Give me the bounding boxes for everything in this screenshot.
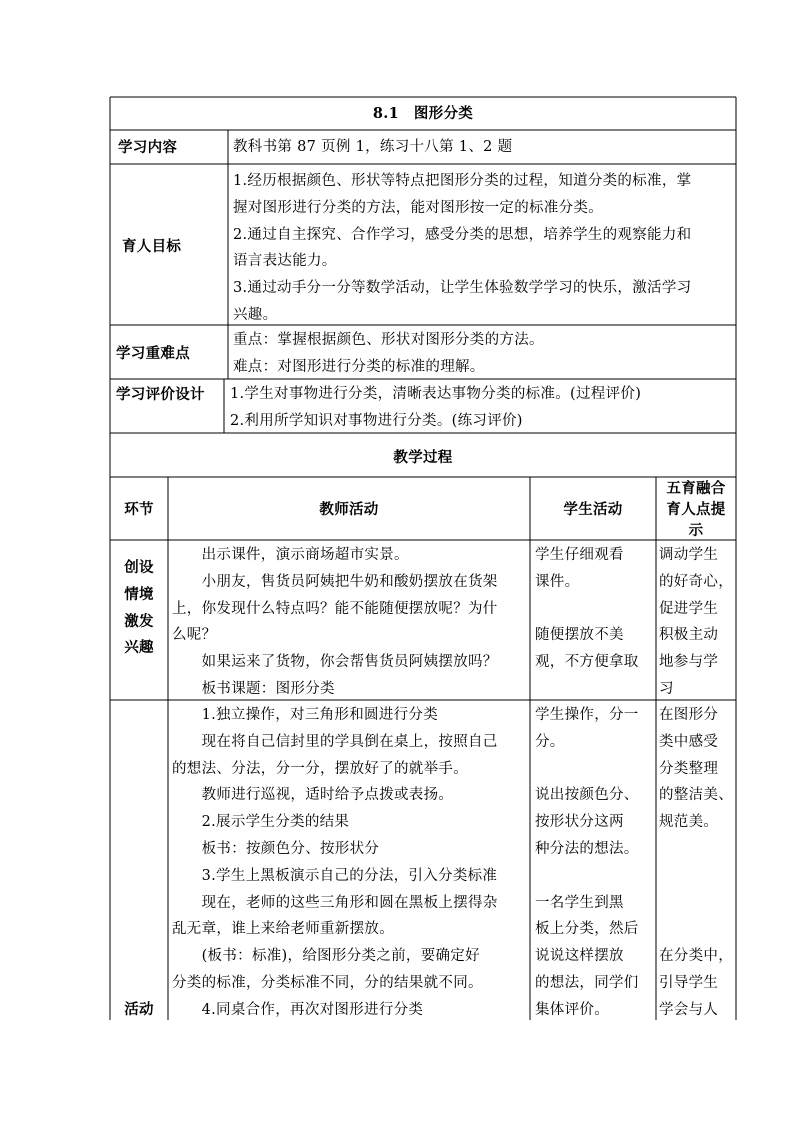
section1-five-line: 的好奇心， bbox=[659, 573, 733, 590]
key-points-line: 重点：掌握根据颜色、形状对图形分类的方法。 bbox=[233, 332, 544, 348]
section2-student-line: 一名学生到黑 bbox=[535, 894, 624, 911]
section2-student-line: 学生操作，分一 bbox=[535, 707, 639, 723]
evaluation-text bbox=[230, 381, 735, 435]
section2-teacher-line: 2.展示学生分类的结果 bbox=[172, 814, 350, 831]
section1-five-line: 调动学生 bbox=[659, 547, 719, 563]
section2-student-line: 说说这样摆放 bbox=[535, 948, 624, 965]
section2-five-line: 在图形分 bbox=[659, 707, 719, 723]
section1-student-line bbox=[535, 596, 655, 623]
content-label: 学习内容 bbox=[118, 139, 178, 156]
section1-teacher-line: 上，你发现什么特点吗？能不能随便摆放呢？为什 bbox=[172, 600, 498, 617]
section1-teacher-line: 板书课题：图形分类 bbox=[172, 680, 335, 697]
section2-five-line: 在分类中， bbox=[659, 948, 733, 965]
section2-teacher bbox=[172, 702, 528, 1024]
section2-five-line bbox=[659, 836, 735, 863]
section2-student bbox=[535, 702, 655, 1024]
section2-student-line: 种分法的想法。 bbox=[535, 840, 639, 857]
goals-line: 语言表达能力。 bbox=[233, 253, 337, 270]
lesson-title: 8.1 图形分类 bbox=[372, 105, 474, 122]
section2-student-line bbox=[535, 756, 655, 783]
section1-teacher-line: 出示课件，演示商场超市实景。 bbox=[172, 547, 409, 563]
section1-stage-line: 创设 bbox=[124, 559, 154, 576]
section1-teacher bbox=[172, 542, 528, 703]
header-five-line: 育人点提 bbox=[666, 501, 726, 518]
section1-teacher-line: 如果运来了货物，你会帮售货员阿姨摆放吗？ bbox=[172, 654, 498, 671]
header-five-education bbox=[656, 478, 736, 541]
header-stage: 环节 bbox=[124, 501, 154, 518]
section2-student-line: 板上分类，然后 bbox=[535, 921, 639, 938]
section1-teacher-line: 么呢？ bbox=[172, 627, 217, 644]
header-student: 学生活动 bbox=[563, 501, 623, 518]
section2-teacher-line: (板书：标准)，给图形分类之前，要确定好 bbox=[172, 948, 480, 965]
key-points-line: 难点：对图形进行分类的标准的理解。 bbox=[233, 358, 485, 375]
section2-five-line: 学会与人 bbox=[659, 1001, 719, 1018]
section1-teacher-line: 小朋友，售货员阿姨把牛奶和酸奶摆放在货架 bbox=[172, 573, 498, 590]
section2-student-line: 说出按颜色分、 bbox=[535, 787, 639, 804]
section2-teacher-line: 的想法、分法，分一分，摆放好了的就举手。 bbox=[172, 760, 468, 777]
section2-student-line: 集体评价。 bbox=[535, 1001, 609, 1018]
header-five-line: 示 bbox=[688, 522, 704, 539]
section1-five bbox=[659, 542, 735, 703]
goals-line: 兴趣。 bbox=[233, 306, 278, 323]
section2-teacher-line: 现在将自己信封里的学具倒在桌上，按照自己 bbox=[172, 733, 498, 750]
goals-text bbox=[233, 168, 733, 329]
section1-stage-line: 激发 bbox=[124, 612, 154, 630]
section1-student-line: 学生仔细观看 bbox=[535, 547, 624, 563]
evaluation-line: 2.利用所学知识对事物进行分类。(练习评价) bbox=[230, 412, 523, 429]
process-title: 教学过程 bbox=[393, 449, 453, 466]
section2-teacher-line: 乱无章，谁上来给老师重新摆放。 bbox=[172, 921, 394, 938]
section2-five-line: 规范美。 bbox=[659, 814, 719, 831]
evaluation-line: 1.学生对事物进行分类，清晰表达事物分类的标准。(过程评价) bbox=[230, 386, 642, 402]
section1-student-line: 课件。 bbox=[535, 573, 580, 590]
header-five-line: 五育融合 bbox=[666, 480, 726, 497]
header-teacher: 教师活动 bbox=[319, 501, 379, 518]
section2-student-line: 按形状分这两 bbox=[535, 814, 624, 831]
section2-teacher-line: 4.同桌合作，再次对图形进行分类 bbox=[172, 1001, 424, 1018]
evaluation-label: 学习评价设计 bbox=[116, 386, 205, 403]
section2-teacher-line: 现在，老师的这些三角形和圆在黑板上摆得杂 bbox=[172, 894, 498, 911]
section2-five-line: 引导学生 bbox=[659, 974, 719, 991]
goals-label: 育人目标 bbox=[122, 238, 182, 255]
section2-teacher-line: 1.独立操作，对三角形和圆进行分类 bbox=[172, 707, 439, 723]
section2-teacher-line: 分类的标准，分类标准不同，分的结果就不同。 bbox=[172, 974, 483, 991]
goals-line: 握对图形进行分类的方法，能对图形按一定的标准分类。 bbox=[233, 199, 603, 216]
goals-line: 1.经历根据颜色、形状等特点把图形分类的过程，知道分类的标准，掌 bbox=[233, 173, 692, 189]
section2-student-line: 分。 bbox=[535, 733, 565, 750]
goals-line: 3.通过动手分一分等数学活动，让学生体验数学学习的快乐，激活学习 bbox=[233, 280, 692, 297]
section2-five bbox=[659, 702, 735, 1024]
section2-teacher-line: 板书：按颜色分、按形状分 bbox=[172, 840, 380, 857]
content-text: 教科书第 87 页例 1，练习十八第 1、2 题 bbox=[233, 139, 513, 155]
section1-student-line: 观，不方便拿取 bbox=[535, 654, 639, 671]
section1-five-line: 积极主动 bbox=[659, 627, 719, 644]
section2-student-line bbox=[535, 863, 655, 890]
section2-five-line: 的整洁美、 bbox=[659, 787, 733, 804]
section1-student-line: 随便摆放不美 bbox=[535, 627, 624, 644]
section2-five-line bbox=[659, 890, 735, 917]
section1-stage-line: 兴趣 bbox=[124, 639, 154, 657]
section1-stage-line: 情境 bbox=[124, 585, 154, 603]
goals-line: 2.通过自主探究、合作学习，感受分类的思想，培养学生的观察能力和 bbox=[233, 226, 692, 243]
section2-teacher-line: 教师进行巡视，适时给予点拨或表扬。 bbox=[172, 787, 454, 804]
section2-stage: 活动 bbox=[124, 1001, 154, 1018]
section2-five-line: 类中感受 bbox=[659, 733, 719, 750]
section2-student-line: 的想法，同学们 bbox=[535, 974, 639, 991]
section2-teacher-line: 3.学生上黑板演示自己的分法，引入分类标准 bbox=[172, 867, 498, 884]
section1-five-line: 地参与学 bbox=[659, 654, 719, 671]
section2-five-line bbox=[659, 863, 735, 890]
key-points-label: 学习重难点 bbox=[116, 345, 190, 362]
section2-five-line: 分类整理 bbox=[659, 760, 719, 777]
section1-five-line: 习 bbox=[659, 680, 674, 697]
key-points-text bbox=[233, 327, 733, 381]
section1-five-line: 促进学生 bbox=[659, 600, 719, 617]
section1-stage bbox=[110, 555, 168, 662]
section2-five-line bbox=[659, 916, 735, 943]
section1-student bbox=[535, 542, 655, 676]
